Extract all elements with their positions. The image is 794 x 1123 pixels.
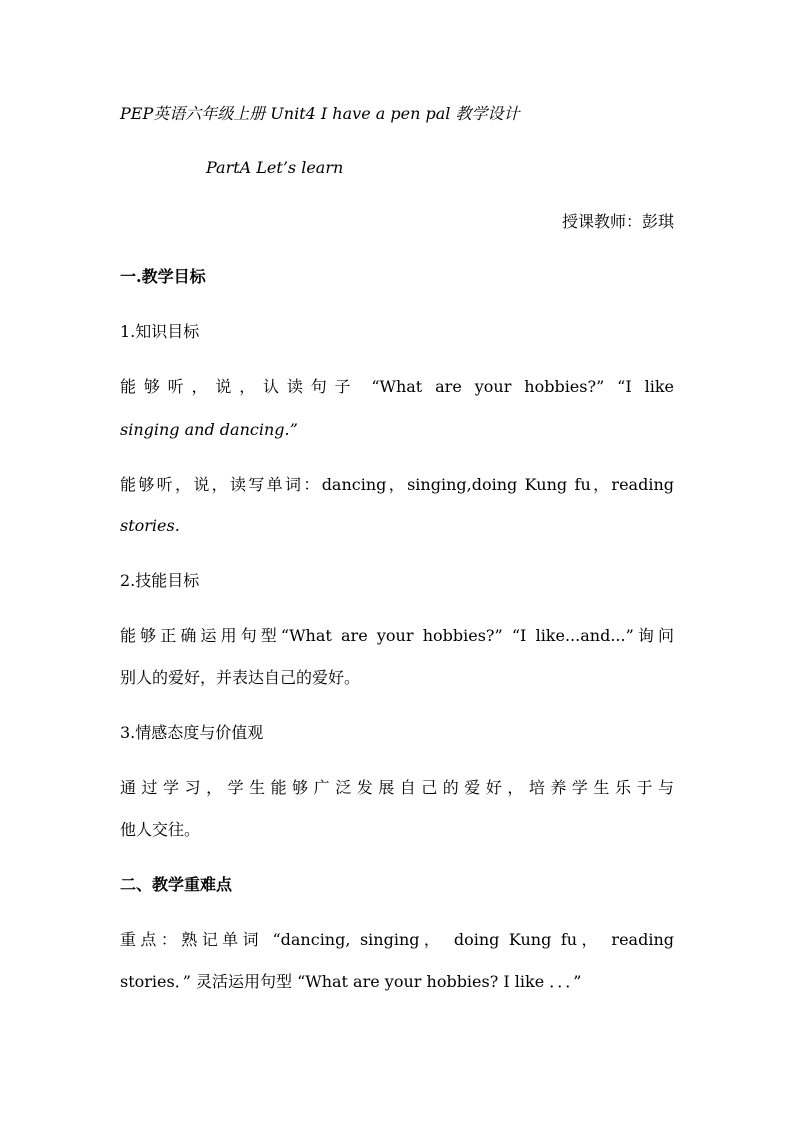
section-heading-key-points: 二、教学重难点: [120, 875, 233, 894]
subheading-skill: 2.技能目标: [120, 571, 200, 590]
knowledge-paragraph-2-line-2: stories.: [120, 516, 180, 535]
knowledge-paragraph-1-line-1: 能够听，说，认读句子 “What are your hobbies?” “I like: [120, 377, 674, 396]
knowledge-paragraph-2-line-1: 能够听，说，读写单词：dancing，singing,doing Kung fu，reading: [120, 475, 674, 494]
emotion-paragraph-line-2: 他人交往。: [120, 820, 201, 839]
key-points-line-1: 重点：熟记单词 “dancing, singing， doing Kung fu， reading: [120, 930, 674, 949]
key-points-line-2: stories．” 灵活运用句型 “What are your hobbies? I like ．．．”: [120, 972, 582, 991]
knowledge-paragraph-1-line-2: singing and dancing.”: [120, 420, 298, 439]
subheading-emotion: 3.情感态度与价值观: [120, 723, 264, 742]
emotion-paragraph-line-1: 通过学习，学生能够广泛发展自己的爱好，培养学生乐于与: [120, 778, 674, 797]
document-subtitle: PartA Let’s learn: [206, 158, 344, 177]
section-heading-objectives: 一.教学目标: [120, 267, 206, 286]
skill-paragraph-line-1: 能够正确运用句型“What are your hobbies?” “I like...and...”询问: [120, 626, 674, 645]
teacher-name: 授课教师：彭琪: [561, 212, 674, 231]
document-title: PEP英语六年级上册 Unit4 I have a pen pal 教学设计: [120, 104, 520, 123]
skill-paragraph-line-2: 别人的爱好，并表达自己的爱好。: [120, 668, 361, 687]
subheading-knowledge: 1.知识目标: [120, 322, 200, 341]
